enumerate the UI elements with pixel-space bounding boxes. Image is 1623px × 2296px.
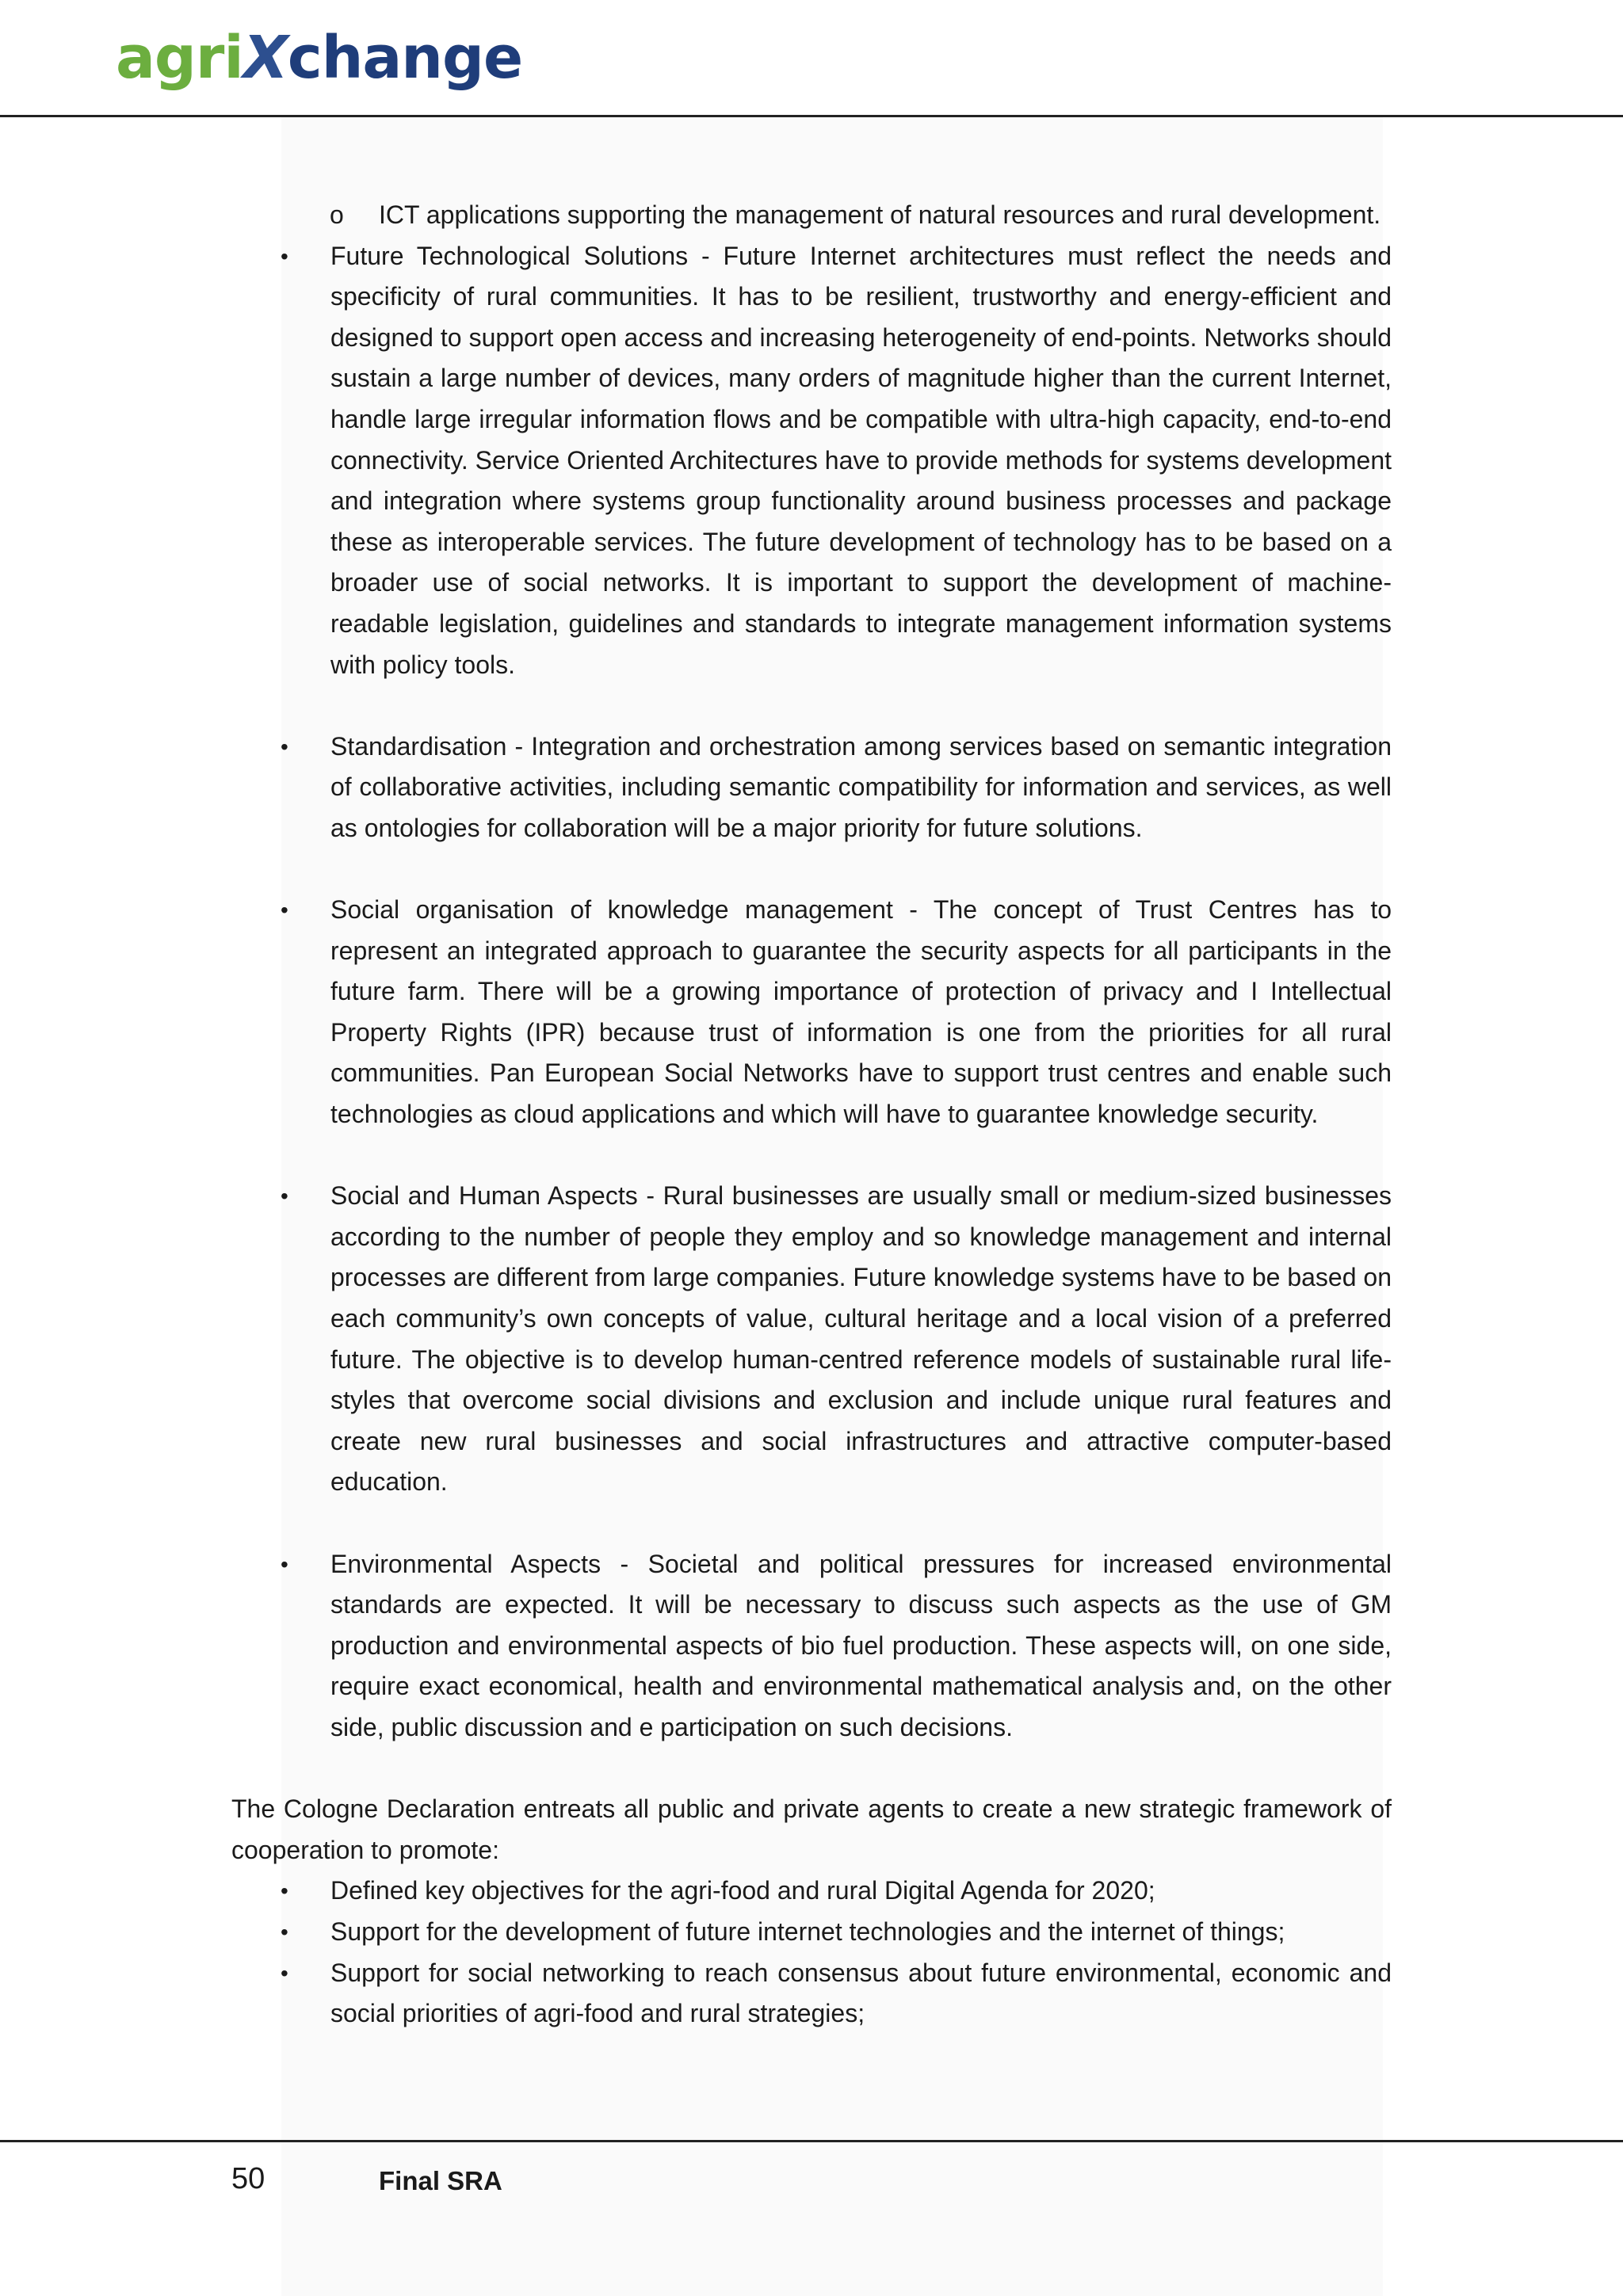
- sub-list-item: [231, 195, 1392, 236]
- spacer: [231, 1749, 1392, 1790]
- bullet-item-text: Social organisation of knowledge management - The concept of Trust Centres has to represent an integrated approach to guarantee the security aspects for all participants in the future farm. There will be a growing importance of protection of privacy and I Intellectual Property Rights (IPR) because trust of information is one from the priorities for all rural communities. Pan European Social Networks have to support trust centres and enable such technologies as cloud applications and which will have to guarantee knowledge security.: [330, 895, 1392, 1129]
- spacer: [231, 1503, 1392, 1544]
- bullet-icon: •: [281, 1960, 288, 1985]
- list-item-text: Support for social networking to reach consensus about future environmental, economic and social priorities of agri-food and rural strategies;: [330, 1958, 1392, 2028]
- bullet-icon: •: [281, 243, 288, 269]
- bullet-icon: •: [281, 1919, 288, 1944]
- bullet-item-text: Future Technological Solutions - Future Internet architectures must reflect the needs and specificity of rural communities. It has to be resilient, trustworthy and energy-efficient and designed to support open access and increasing heterogeneity of end-points. Networks should sustain a large number of devices, many orders of magnitude higher than the current Internet, handle large irregular information flows and be compatible with ultra-high capacity, end-to-end connectivity. Service Oriented Architectures have to provide methods for systems development and integration where systems group functionality around business processes and package these as interoperable services. The future development of technology has to be based on a broader use of social networks. It is important to support the development of machine-readable legislation, guidelines and standards to integrate management information systems with policy tools.: [330, 241, 1392, 679]
- list-item-social-networking: [231, 1953, 1392, 2035]
- footer-divider: [0, 2140, 1623, 2142]
- bullet-item-future-technological-solutions: [231, 236, 1392, 686]
- document-body: [231, 195, 1392, 2035]
- logo-part-change: change: [287, 24, 523, 92]
- sub-list-item-text: ICT applications supporting the management of natural resources and rural development.: [379, 200, 1381, 229]
- list-item-future-internet: [231, 1912, 1392, 1953]
- logo-part-agri: agri: [116, 24, 243, 92]
- bullet-icon: •: [281, 898, 288, 923]
- list-item-text: Support for the development of future internet technologies and the internet of things;: [330, 1917, 1285, 1946]
- bullet-item-text: Environmental Aspects - Societal and political pressures for increased environmental standards are expected. It will be necessary to discuss such aspects as the use of GM production and environmental aspects of bio fuel production. These aspects will, on one side, require exact economical, health and environmental mathematical analysis and, on the other side, public discussion and e participation on such decisions.: [330, 1549, 1392, 1741]
- bullet-item-environmental-aspects: [231, 1544, 1392, 1749]
- list-item-text: Defined key objectives for the agri-food and rural Digital Agenda for 2020;: [330, 1876, 1155, 1905]
- cologne-declaration-paragraph: The Cologne Declaration entreats all public and private agents to create a new strategic framework of cooperation to promote:: [231, 1794, 1392, 1864]
- bullet-item-text: Standardisation - Integration and orchestration among services based on semantic integration of collaborative activities, including semantic compatibility for information and services, as well as ontologies for collaboration will be a major priority for future solutions.: [330, 731, 1392, 842]
- list-item-key-objectives: [231, 1871, 1392, 1912]
- bullet-icon: •: [281, 734, 288, 759]
- bullet-item-standardisation: [231, 727, 1392, 849]
- bullet-item-social-organisation: [231, 890, 1392, 1135]
- spacer: [231, 1135, 1392, 1177]
- circle-bullet-icon: o: [330, 200, 344, 229]
- page-number: 50: [231, 2162, 265, 2195]
- header-divider: [0, 115, 1623, 117]
- bullet-icon: •: [281, 1551, 288, 1577]
- bullet-icon: •: [281, 1184, 288, 1209]
- spacer: [231, 685, 1392, 727]
- bullet-item-social-human-aspects: [231, 1176, 1392, 1503]
- document-title: Final SRA: [379, 2166, 502, 2195]
- bullet-item-text: Social and Human Aspects - Rural businesses are usually small or medium-sized businesses according to the number of people they employ and so knowledge management and internal processes are different from large companies. Future knowledge systems have to be based on each community’s own concepts of value, cultural heritage and a local vision of a preferred future. The objective is to develop human-centred reference models of sustainable rural life-styles that overcome social divisions and exclusion and include unique rural features and create new rural businesses and social infrastructures and attractive computer-based education.: [330, 1181, 1392, 1497]
- bullet-icon: •: [281, 1878, 288, 1904]
- logo-part-x: X: [242, 24, 288, 92]
- agrixchange-logo: [116, 24, 523, 92]
- page-header: [0, 0, 1623, 116]
- spacer: [231, 849, 1392, 891]
